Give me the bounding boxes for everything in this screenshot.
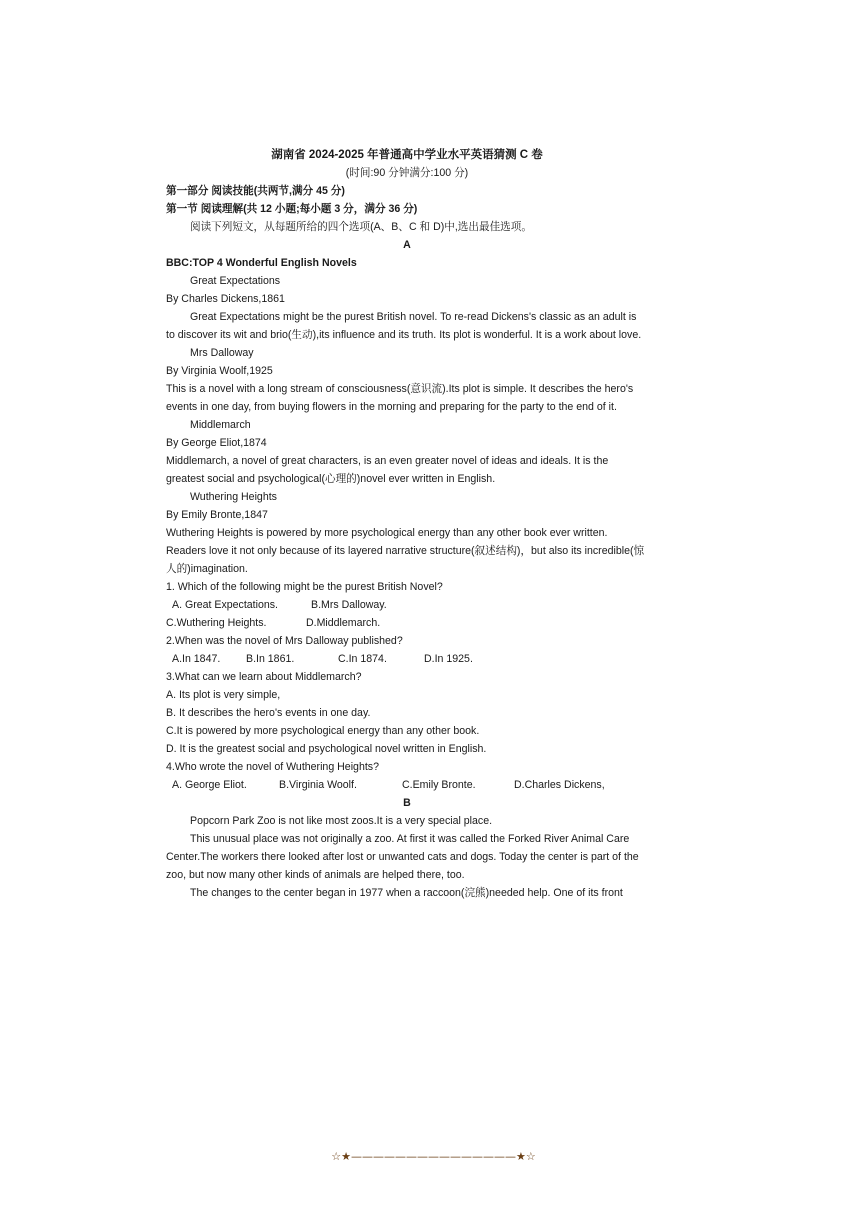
novel-title: Great Expectations <box>190 275 281 287</box>
novel-title: Wuthering Heights <box>190 491 277 503</box>
option-d: D.Middlemarch. <box>306 617 381 629</box>
option-c: C.Emily Bronte. <box>402 779 476 791</box>
novel-author: By George Eliot,1874 <box>166 437 267 449</box>
option-b: B.In 1861. <box>246 653 295 665</box>
passage-b-label: B <box>403 797 411 809</box>
option-c: C.Wuthering Heights. <box>166 617 267 629</box>
exam-title: 湖南省 2024-2025 年普通高中学业水平英语猜测 C 卷 <box>271 149 543 161</box>
novel-description: Great Expectations might be the purest British novel. To re-read Dickens's classic as an adult is to discover its wit and brio(生动),its influence and its truth. Its plot is wonderful. It is a work about love. <box>166 311 642 341</box>
section-heading: 第一节 阅读理解(共 12 小题;每小题 3 分，满分 36 分) <box>166 203 418 215</box>
document-page <box>166 146 648 902</box>
novel-description: Wuthering Heights is powered by more psychological energy than any other book ever written. Readers love it not only because of its layered narrative structure(叙述结构)，but also its incredible(惊人的)imagination. <box>166 527 645 575</box>
novel-author: By Virginia Woolf,1925 <box>166 365 273 377</box>
novel-title: Mrs Dalloway <box>190 347 254 359</box>
question-stem: 2.When was the novel of Mrs Dalloway published? <box>166 635 403 647</box>
option-c: C.It is powered by more psychological energy than any other book. <box>166 725 480 737</box>
option-d: D.Charles Dickens, <box>514 779 605 791</box>
part-heading: 第一部分 阅读技能(共两节,满分 45 分) <box>166 185 345 197</box>
passage-paragraph: This unusual place was not originally a zoo. At first it was called the Forked River Animal Care Center.The workers there looked after lost or unwanted cats and dogs. Today the center is part of the zoo, but now many other kinds of animals are helped there, too. <box>166 833 639 881</box>
passage-a-label: A <box>403 239 411 251</box>
novel-author: By Emily Bronte,1847 <box>166 509 268 521</box>
passage-a-heading: BBC:TOP 4 Wonderful English Novels <box>166 257 357 269</box>
question-options-row <box>166 596 648 614</box>
passage-paragraph: The changes to the center began in 1977 when a raccoon(浣熊)needed help. One of its front <box>190 887 623 899</box>
option-b: B. It describes the hero's events in one day. <box>166 707 371 719</box>
question-stem: 1. Which of the following might be the purest British Novel? <box>166 581 443 593</box>
footer-ornament: ☆★———————————————★☆ <box>331 1150 536 1163</box>
novel-description: This is a novel with a long stream of consciousness(意识流).Its plot is simple. It describes the hero's events in one day, from buying flowers in the morning and preparing for the party to the end of it. <box>166 383 634 413</box>
option-d: D. It is the greatest social and psychological novel written in English. <box>166 743 487 755</box>
question-options-row <box>166 614 648 632</box>
question-stem: 4.Who wrote the novel of Wuthering Heights? <box>166 761 379 773</box>
instruction-text: 阅读下列短文，从每题所给的四个选项(A、B、C 和 D)中,选出最佳选项。 <box>190 221 532 233</box>
passage-paragraph: Popcorn Park Zoo is not like most zoos.It is a very special place. <box>190 815 493 827</box>
option-b: B.Mrs Dalloway. <box>311 599 387 611</box>
novel-description: Middlemarch, a novel of great characters, is an even greater novel of ideas and ideals. It is the greatest social and psychological(心理的)novel ever written in English. <box>166 455 609 485</box>
question-stem: 3.What can we learn about Middlemarch? <box>166 671 362 683</box>
option-a: A.In 1847. <box>172 653 221 665</box>
novel-author: By Charles Dickens,1861 <box>166 293 285 305</box>
option-d: D.In 1925. <box>424 653 473 665</box>
option-b: B.Virginia Woolf. <box>279 779 357 791</box>
question-options-row <box>166 650 648 668</box>
question-options-row <box>166 776 648 794</box>
novel-title: Middlemarch <box>190 419 251 431</box>
exam-subtitle: (时间:90 分钟满分:100 分) <box>345 167 469 179</box>
option-a: A. Its plot is very simple, <box>166 689 281 701</box>
option-a: A. Great Expectations. <box>172 599 278 611</box>
option-c: C.In 1874. <box>338 653 387 665</box>
option-a: A. George Eliot. <box>172 779 247 791</box>
